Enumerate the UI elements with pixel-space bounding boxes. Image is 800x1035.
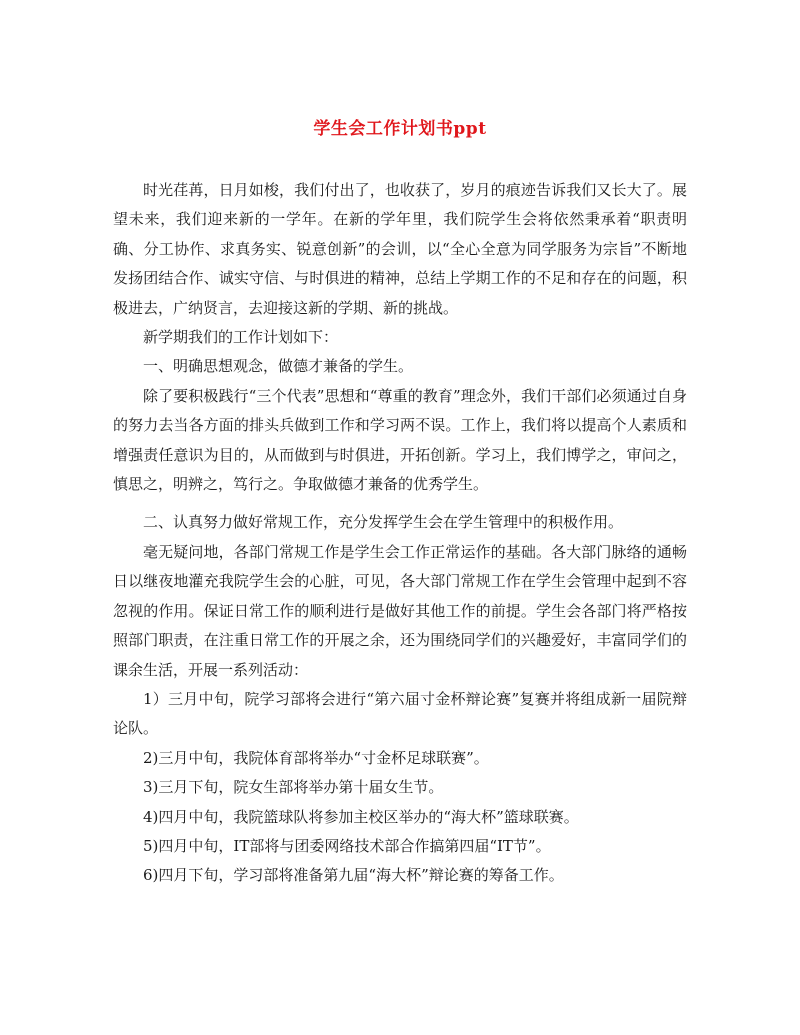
document-title: 学生会工作计划书ppt (313, 119, 487, 139)
activity-item-6: 6)四月下旬，学习部将准备第九届“海大杯”辩论赛的筹备工作。 (143, 866, 564, 885)
section-heading-1: 一、明确思想观念，做德才兼备的学生。 (143, 357, 414, 376)
section-heading-2: 二、认真努力做好常规工作，充分发挥学生会在学生管理中的积极作用。 (143, 513, 624, 532)
section-1-paragraph: 除了要积极践行“三个代表”思想和“尊重的教育”理念外，我们干部们必须通过自身的努力去当各方面的排头兵做到工作和学习两不误。工作上，我们将以提高个人素质和增强责任意识为目的，从而做到与时俱进，开拓创新。学习上，我们博学之，审问之，慎思之，明辨之，笃行之。争取做德才兼备的优秀学生。 (113, 386, 687, 494)
activity-item-5: 5)四月中旬，IT部将与团委网络技术部合作搞第四届“IT节”。 (143, 836, 551, 855)
document-body (113, 176, 687, 891)
activity-item-1: 1）三月中旬，院学习部将会进行“第六届寸金杯辩论赛”复赛并将组成新一届院辩论队。 (113, 689, 687, 738)
activity-item-3: 3)三月下旬，院女生部将举办第十届女生节。 (143, 778, 444, 797)
section-2-paragraph: 毫无疑问地，各部门常规工作是学生会工作正常运作的基础。各大部门脉络的通畅日以继夜地灌充我院学生会的心脏，可见，各大部门常规工作在学生会管理中起到不容忽视的作用。保证日常工作的顺利进行是做好其他工作的前提。学生会各部门将严格按照部门职责，在注重日常工作的开展之余，还为围绕同学们的兴趣爱好，丰富同学们的课余生活，开展一系列活动： (113, 542, 687, 679)
activity-item-4: 4)四月中旬，我院篮球队将参加主校区举办的“海大杯”篮球联赛。 (143, 807, 579, 826)
intro-paragraph: 时光荏苒，日月如梭，我们付出了，也收获了，岁月的痕迹告诉我们又长大了。展望未来，我们迎来新的一学年。在新的学年里，我们院学生会将依然秉承着“职责明确、分工协作、求真务实、锐意创新”的会训，以“全心全意为同学服务为宗旨”不断地发扬团结合作、诚实守信、与时俱进的精神，总结上学期工作的不足和存在的问题，积极进去，广纳贤言，去迎接这新的学期、新的挑战。 (113, 181, 687, 317)
plan-intro-line: 新学期我们的工作计划如下： (143, 328, 339, 347)
activity-item-2: 2)三月中旬，我院体育部将举办“寸金杯足球联赛”。 (143, 748, 489, 767)
